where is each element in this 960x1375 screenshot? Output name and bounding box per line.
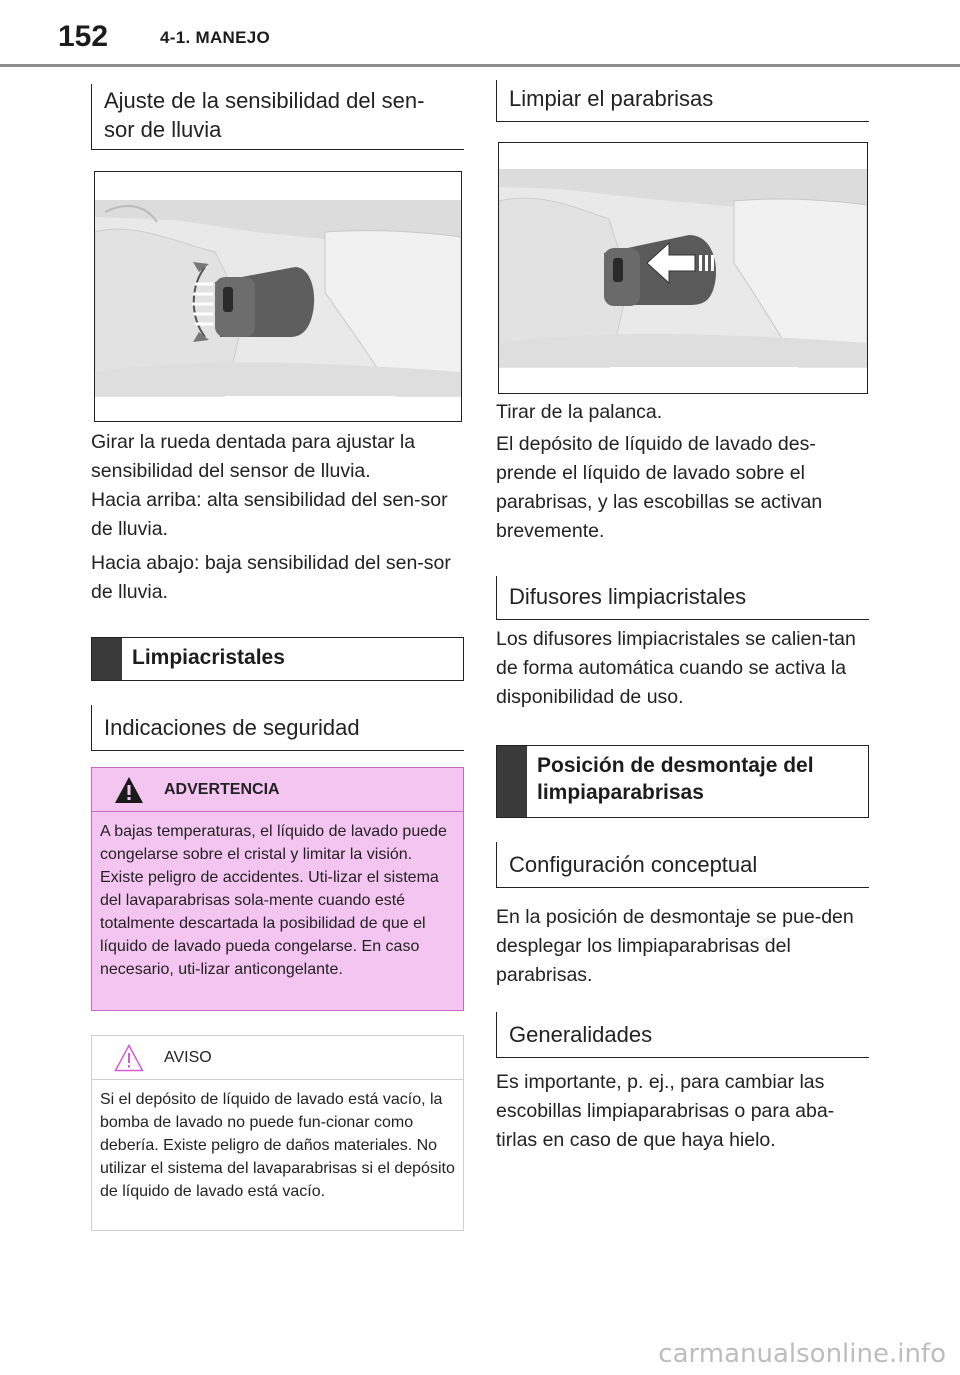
warning-title: ADVERTENCIA <box>164 780 280 798</box>
section-heading-text: Limpiacristales <box>132 646 285 669</box>
heading-general: Generalidades <box>496 1012 869 1058</box>
watermark: carmanualsonline.info <box>658 1339 946 1369</box>
figure-rain-sensor-wheel <box>94 171 462 422</box>
chapter-title: 4-1. MANEJO <box>160 28 271 47</box>
section-band <box>497 746 527 817</box>
section-band <box>92 638 122 680</box>
paragraph-wheel-down: Hacia abajo: baja sensibilidad del sen-sor de lluvia. <box>91 552 451 603</box>
section-heading-wiper-service-position <box>496 745 869 818</box>
paragraph-wheel-up: Hacia arriba: alta sensibilidad del sen-sor de lluvia. <box>91 489 448 540</box>
paragraph-pull-lever: Tirar de la palanca. <box>496 401 663 423</box>
notice-text: Si el depósito de líquido de lavado está vacío, la bomba de lavado no puede fun-cionar como debería. Existe peligro de daños materiales. No utilizar el sistema del lavaparabrisas si el depósito de líquido de lavado está vacío. <box>100 1091 455 1200</box>
page-number: 152 <box>58 20 109 53</box>
paragraph-rotate-wheel: Girar la rueda dentada para ajustar la sensibilidad del sensor de lluvia. <box>91 431 416 482</box>
paragraph-service-position: En la posición de desmontaje se pue-den desplegar los limpiaparabrisas del parabrisas. <box>496 906 854 986</box>
caution-triangle-icon <box>114 1044 144 1077</box>
figure-wiper-lever-pull <box>498 142 868 394</box>
heading-safety-notes: Indicaciones de seguridad <box>91 705 464 751</box>
paragraph-heated-nozzles: Los difusores limpiacristales se calien-tan de forma automática cuando se activa la disponibilidad de uso. <box>496 628 856 708</box>
notice-header <box>92 1036 463 1080</box>
warning-header <box>92 768 463 812</box>
warning-triangle-icon <box>114 776 144 809</box>
section-heading-text: Posición de desmontaje del limpiaparabrisas <box>537 754 814 804</box>
wiper-stalk-wheel-illustration <box>95 172 461 421</box>
heading-wiper-nozzles: Difusores limpiacristales <box>496 576 869 620</box>
heading-clean-windshield: Limpiar el parabrisas <box>496 80 869 122</box>
heading-concept: Configuración conceptual <box>496 842 869 888</box>
wiper-lever-pull-illustration <box>499 143 867 393</box>
warning-text: A bajas temperaturas, el líquido de lavado puede congelarse sobre el cristal y limitar la visión. Existe peligro de accidentes. Uti-lizar el sistema del lavaparabrisas sola-mente cuando esté totalmente descartada la posibilidad de que el líquido de lavado pueda congelarse. En caso necesario, uti-lizar anticongelante. <box>100 823 447 978</box>
notice-box <box>91 1035 464 1231</box>
header-rule <box>0 64 960 67</box>
paragraph-washer-spray: El depósito de líquido de lavado des-prende el líquido de lavado sobre el parabrisas, y las escobillas se activan brevemente. <box>496 433 823 542</box>
page-header <box>0 0 960 70</box>
section-heading-wipers <box>91 637 464 681</box>
paragraph-general-info: Es importante, p. ej., para cambiar las escobillas limpiaparabrisas o para aba-tirlas en caso de que haya hielo. <box>496 1071 835 1151</box>
heading-rain-sensor-sensitivity: Ajuste de la sensibilidad del sen- sor de lluvia <box>91 84 464 150</box>
notice-title: AVISO <box>164 1048 212 1066</box>
warning-box <box>91 767 464 1011</box>
